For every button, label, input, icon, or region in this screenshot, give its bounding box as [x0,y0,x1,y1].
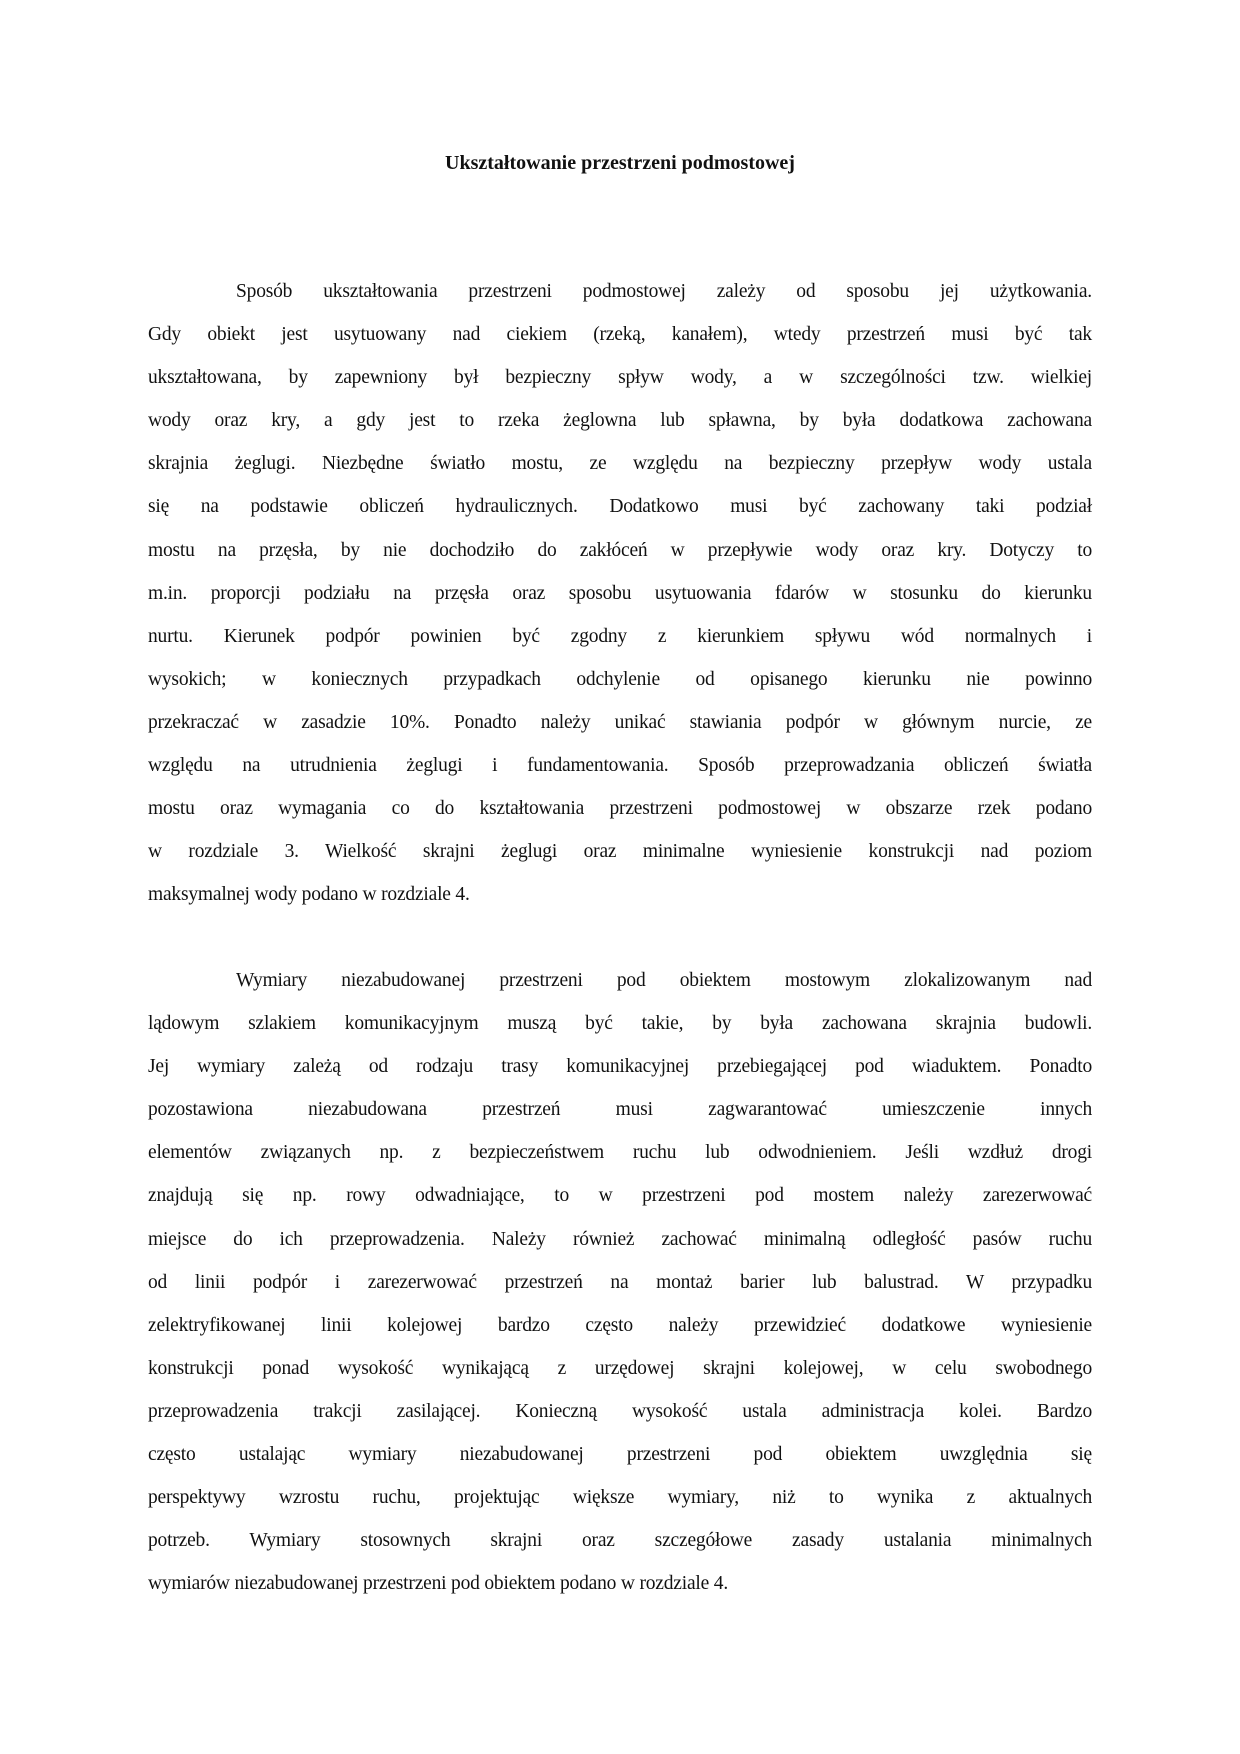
text-line: Wymiary niezabudowanej przestrzeni pod obiektem mostowym zlokalizowanym nad [236,970,1092,991]
text-line: miejsce do ich przeprowadzenia. Należy również zachować minimalną odległość pasów ruchu [148,1228,1092,1250]
text-line: pozostawiona niezabudowana przestrzeń musi zagwarantować umieszczenie innych [148,1099,1092,1121]
text-line: mostu na przęsła, by nie dochodziło do zakłóceń w przepływie wody oraz kry. Dotyczy to [148,539,1092,561]
text-line: Jej wymiary zależą od rodzaju trasy komunikacyjnej przebiegającej pod wiaduktem. Ponadto [148,1056,1092,1078]
paragraph-1 [148,270,1092,916]
text-line: maksymalnej wody podano w rozdziale 4. [148,884,470,906]
document-title: Ukształtowanie przestrzeni podmostowej [445,152,795,174]
text-line: Sposób ukształtowania przestrzeni podmostowej zależy od sposobu jej użytkowania. [236,281,1092,302]
text-line: Gdy obiekt jest usytuowany nad ciekiem (rzeką, kanałem), wtedy przestrzeń musi być tak [148,324,1092,346]
text-line: wymiarów niezabudowanej przestrzeni pod obiektem podano w rozdziale 4. [148,1573,728,1595]
text-line: m.in. proporcji podziału na przęsła oraz sposobu usytuowania fdarów w stosunku do kierunku [148,582,1092,604]
text-line: lądowym szlakiem komunikacyjnym muszą być takie, by była zachowana skrajnia budowli. [148,1013,1092,1035]
text-line: od linii podpór i zarezerwować przestrzeń na montaż barier lub balustrad. W przypadku [148,1271,1092,1293]
text-line: znajdują się np. rowy odwadniające, to w przestrzeni pod mostem należy zarezerwować [148,1185,1092,1207]
text-line: elementów związanych np. z bezpieczeństwem ruchu lub odwodnieniem. Jeśli wzdłuż drogi [148,1142,1092,1164]
text-line: w rozdziale 3. Wielkość skrajni żeglugi oraz minimalne wyniesienie konstrukcji nad poziom [148,841,1092,863]
text-line: mostu oraz wymagania co do kształtowania przestrzeni podmostowej w obszarze rzek podano [148,798,1092,820]
text-line: zelektryfikowanej linii kolejowej bardzo często należy przewidzieć dodatkowe wyniesienie [148,1314,1092,1336]
text-line: nurtu. Kierunek podpór powinien być zgodny z kierunkiem spływu wód normalnych i [148,625,1092,647]
text-line: przekraczać w zasadzie 10%. Ponadto należy unikać stawiania podpór w głównym nurcie, ze [148,711,1092,733]
text-line: skrajnia żeglugi. Niezbędne światło mostu, ze względu na bezpieczny przepływ wody ustala [148,453,1092,475]
text-line: perspektywy wzrostu ruchu, projektując większe wymiary, niż to wynika z aktualnych [148,1487,1092,1509]
text-line: wysokich; w koniecznych przypadkach odchylenie od opisanego kierunku nie powinno [148,668,1092,690]
text-line: względu na utrudnienia żeglugi i fundamentowania. Sposób przeprowadzania obliczeń światła [148,755,1092,777]
text-line: się na podstawie obliczeń hydraulicznych. Dodatkowo musi być zachowany taki podział [148,496,1092,518]
text-line: wody oraz kry, a gdy jest to rzeka żeglowna lub spławna, by była dodatkowa zachowana [148,410,1092,432]
text-line: konstrukcji ponad wysokość wynikającą z urzędowej skrajni kolejowej, w celu swobodnego [148,1357,1092,1379]
text-line: ukształtowana, by zapewniony był bezpieczny spływ wody, a w szczególności tzw. wielkiej [148,367,1092,389]
paragraph-2 [148,959,1092,1605]
text-line: przeprowadzenia trakcji zasilającej. Konieczną wysokość ustala administracja kolei. Bardzo [148,1400,1092,1422]
text-line: potrzeb. Wymiary stosownych skrajni oraz szczegółowe zasady ustalania minimalnych [148,1530,1092,1552]
text-line: często ustalając wymiary niezabudowanej przestrzeni pod obiektem uwzględnia się [148,1444,1092,1466]
